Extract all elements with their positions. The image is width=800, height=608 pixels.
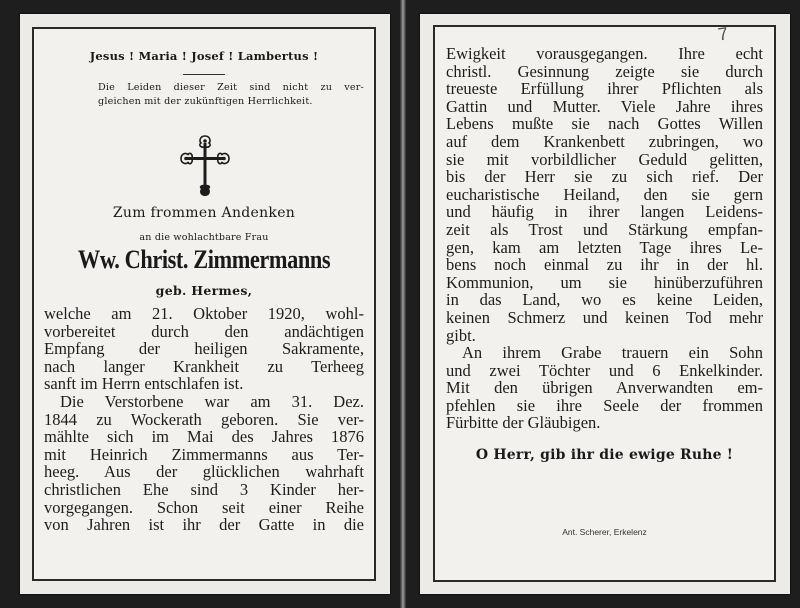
text-line: und häufig in ihrer langen Leidens- <box>446 202 763 222</box>
scripture-verse <box>98 81 364 109</box>
text-line: christlichen Ehe sind 3 Kinder her- <box>44 479 364 499</box>
verse-line: gleichen mit der zukünftigen Herrlichkeit. <box>98 96 313 107</box>
divider-rule <box>183 74 225 75</box>
text-line: von Jahren ist ihr der Gatte in die <box>44 515 364 535</box>
text-line: auf dem Krankenbett zubringen, wo <box>446 131 763 151</box>
text-line: keinen Schmerz und keinen Tod mehr <box>446 307 763 327</box>
closing-prayer: O Herr, gib ihr die ewige Ruhe ! <box>475 447 734 463</box>
text-line: Die Verstorbene war am 31. Dez. <box>60 391 364 411</box>
text-line: An ihrem Grabe trauern ein Sohn <box>462 343 763 363</box>
text-line: welche am 21. Oktober 1920, wohl- <box>44 304 364 323</box>
memorial-line: Zum frommen Andenken <box>112 205 296 221</box>
cross-icon <box>180 135 230 197</box>
text-line: 1844 zu Wockerath geboren. Sie ver- <box>44 409 364 429</box>
text-line: christl. Gesinnung zeigte sie durch <box>446 61 763 81</box>
text-line: Kommunion, um sie hinüberzuführen <box>446 272 763 292</box>
text-line: Mit den übrigen Anverwandten em- <box>446 378 763 398</box>
text-line: Ewigkeit vorausgegangen. Ihre echt <box>446 44 763 63</box>
text-line: pfehlen sie ihre Seele der frommen <box>446 395 763 415</box>
text-line: zeit als Trost und Stärkung empfan- <box>446 219 763 239</box>
text-line: bis der Herr sie zu sich rief. Der <box>446 167 763 187</box>
text-line: Empfang der heiligen Sakramente, <box>44 339 364 359</box>
text-line: nach langer Krankheit zu Terheeg <box>44 356 364 376</box>
memorial-card-front <box>20 14 390 594</box>
text-line: vorbereitet durch den andächtigen <box>44 321 364 341</box>
card-fold-gap <box>400 0 406 608</box>
text-line: eucharistische Heiland, den sie gern <box>446 184 763 204</box>
invocation-heading: Jesus ! Maria ! Josef ! Lambertus ! <box>89 49 319 63</box>
text-line: gibt. <box>446 325 476 345</box>
text-line: sanft im Herrn entschlafen ist. <box>44 374 244 394</box>
text-line: mählte sich im Mai des Jahres 1876 <box>44 427 364 447</box>
card-back-border <box>433 25 776 582</box>
text-line: vorgegangen. Schon seit einer Reihe <box>44 497 364 517</box>
biography-text <box>44 305 364 534</box>
memorial-card-back <box>420 14 790 594</box>
text-line: Gattin und Mutter. Viele Jahre ihres <box>446 96 763 116</box>
maiden-name: geb. Hermes, <box>155 283 253 298</box>
text-line: sie mit vorbildlicher Geduld gelitten, <box>446 149 763 169</box>
text-line: Fürbitte der Gläubigen. <box>446 413 601 433</box>
deceased-name: Ww. Christ. Zimmermanns <box>77 245 331 274</box>
handwritten-page-mark: 7 <box>716 23 730 45</box>
text-line: Lebens mußte sie nach Gottes Willen <box>446 114 763 134</box>
text-line: mit Heinrich Zimmermanns aus Ter- <box>44 444 364 464</box>
text-line: und zwei Töchter und 6 Enkelkinder. <box>446 360 763 380</box>
printer-credit: Ant. Scherer, Erkelenz <box>562 527 647 537</box>
card-front-border <box>32 27 376 581</box>
text-line: heeg. Aus der glücklichen wahrhaft <box>44 462 364 482</box>
text-line: in das Land, wo es keine Leiden, <box>446 290 763 310</box>
text-line: treueste Erfüllung ihrer Pflichten als <box>446 79 763 99</box>
subtitle-line: an die wohlachtbare Frau <box>139 232 269 243</box>
text-line: bens noch einmal zu ihr in der hl. <box>446 255 763 275</box>
text-line: gen, kam am letzten Tage ihres Le- <box>446 237 763 257</box>
verse-line: Die Leiden dieser Zeit sind nicht zu ver- <box>98 82 364 93</box>
biography-continued-text <box>446 45 763 432</box>
